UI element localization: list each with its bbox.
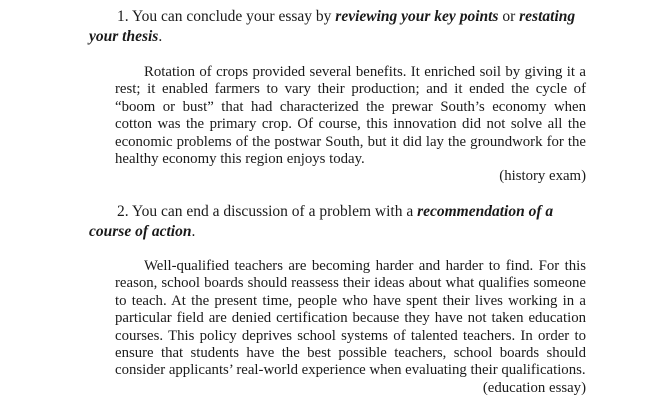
tip-2-emphasis-recommendation: recommendation of a course of action [89, 203, 554, 240]
tip-1-connector: or [502, 8, 516, 25]
tip-2 [89, 202, 589, 242]
tip-2-number: 2. [117, 203, 129, 220]
tip-1-emphasis-thesis: restating your thesis [89, 8, 576, 45]
tip-2-end: . [191, 223, 196, 240]
tip-2-lead: You can end a discussion of a problem with a [131, 203, 414, 220]
example-2-text: Well-qualified teachers are becoming harder and harder to find. For this reason, school boards should reassess their ideas about what qualifies someone to teach. At the present time, people who have spent their lives working in a particular field are denied certification because they have not taken education courses. This policy deprives school systems of talented teachers. In order to ensure that students have the best possible teachers, school boards should consider applicants’ real-world experience when evaluating their qualifications. [115, 258, 586, 379]
tip-1-number: 1. [117, 8, 129, 25]
example-1 [115, 64, 586, 186]
tip-1-emphasis-key-points: reviewing your key points [335, 8, 499, 25]
tip-1 [89, 7, 589, 47]
example-2 [115, 258, 586, 397]
example-2-source: (education essay) [482, 379, 586, 396]
example-1-text: Rotation of crops provided several benefits. It enriched soil by giving it a rest; it enabled farmers to vary their production; and it ended the cycle of “boom or bust” that had characterized the prewar South’s economy when cotton was the primary crop. Of course, this innovation did not solve all the economic problems of the postwar South, but it did lay the groundwork for the healthy economy this region enjoys today. [115, 64, 586, 168]
example-1-source: (history exam) [499, 168, 586, 185]
tip-1-lead: You can conclude your essay by [131, 8, 332, 25]
tip-1-end: . [158, 28, 163, 45]
